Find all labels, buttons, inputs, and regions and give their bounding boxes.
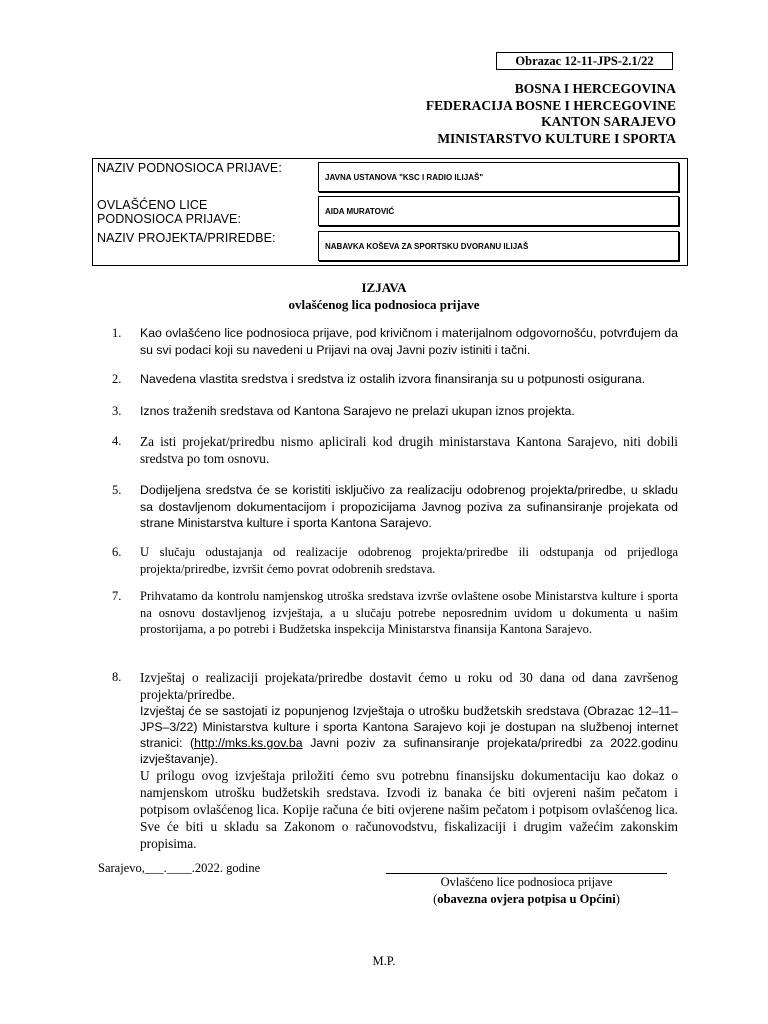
authorized-person-label [97,198,241,226]
statement-item-3 [112,403,678,420]
signature-note-open: ( [433,892,438,906]
applicant-name-field[interactable]: JAVNA USTANOVA "KSC I RADIO ILIJAŠ" [318,162,679,192]
item-number: 4. [112,434,122,448]
form-code-box: Obrazac 12-11-JPS-2.1/22 [496,52,673,70]
statement-title [0,279,768,313]
item-text: U slučaju odustajanja od realizacije odobrenog projekta/priredbe ili odstupanja od prijedloga projekta/priredbe, izvršit ćemo povrat odobrenih sredstava. [140,545,678,576]
signature-note [386,891,667,908]
signature-note-text: obavezna ovjera potpisa u Općini [437,892,616,906]
item-text: Prihvatamo da kontrolu namjenskog utroška sredstava izvrše ovlaštene osobe Ministarstva kulture i sporta na osnovu dostavljenog izvještaja, a u slučaju potrebe neposrednim uvidom u dokumenta u našim prostorijama, a po potrebi i Budžetska inspekcija Ministarstva finansija Kantona Sarajevo. [140,589,678,636]
applicant-info-table [92,158,688,266]
item-text: Kao ovlašćeno lice podnosioca prijave, pod krivičnom i materijalnom odgovornošću, potvrđujem da su svi podaci koji su navedeni u Prijavi na ovaj Javni poziv istiniti i tačni. [140,326,678,357]
item-text: Za isti projekat/priredbu nismo aplicirali kod drugih ministarstava Kantona Sarajevo, niti dobili sredstva po tom osnovu. [140,434,678,466]
signature-label: Ovlašćeno lice podnosioca prijave [440,875,613,889]
project-name-row [93,231,687,267]
item-8-report-deadline: Izvještaj o realizaciji projekata/priredbe dostavit ćemo u roku od 30 dana od dana završenog projekta/priredbe. [140,670,678,702]
statement-item-5 [112,482,678,532]
header-canton: KANTON SARAJEVO [541,114,676,129]
authorized-person-row [93,197,687,231]
applicant-name-row [93,159,687,197]
stamp-placeholder: M.P. [372,954,396,968]
item-number: 6. [112,545,122,559]
statement-item-7 [112,588,678,638]
item-8-report-content-text: Izvještaj će se sastojati iz popunjenog Izvještaja o utrošku budžetskih sredstava (Obrazac 12–11–JPS–3/22) Ministarstva kulture i sporta Kantona Sarajevo koji je dostupan na službenoj internet stranici: ( [140,704,678,750]
statement-item-2 [112,371,678,388]
item-8-attachments: U prilogu ovog izvještaja priložiti ćemo svu potrebnu finansijsku dokumentaciju kao dokaz o namjenskom utrošku budžetskih sredstava. Izvodi iz banaka će biti ovjereni našim pečatom i potpisom ovlašćenog lica. Kopije računa će biti ovjerene našim pečatom i potpisom ovlašćenog lica. Sve će biti u skladu sa Zakonom o računovodstvu, fiskalizaciji i drugim važećim zakonskim propisima. [140,768,678,851]
statement-item-6 [112,544,678,577]
place-date: Sarajevo,___.____.2022. godine [98,861,261,875]
statement-item-1 [112,325,678,358]
item-text [140,669,678,852]
authorized-person-label-line2: PODNOSIOCA PRIJAVE: [97,212,242,226]
item-number: 3. [112,404,122,418]
item-text: Dodijeljena sredstva će se koristiti isključivo za realizaciju odobrenog projekta/priredbe, u skladu sa dostavljenom dokumentacijom i propozicijama Javnog poziva za sufinansiranje projekata od strane Ministarstva kulture i sporta Kantona Sarajevo. [140,483,678,530]
item-number: 1. [112,326,122,340]
project-name-label: NAZIV PROJEKTA/PRIREDBE: [97,231,276,245]
project-name-field[interactable]: NABAVKA KOŠEVA ZA SPORTSKU DVORANU ILIJAŠ [318,231,679,261]
item-text: Navedena vlastita sredstva i sredstva iz ostalih izvora finansiranja su u potpunosti osigurana. [140,372,646,386]
header-country: BOSNA I HERCEGOVINA [514,81,676,96]
item-8-report-content [140,703,678,767]
header-federation: FEDERACIJA BOSNE I HERCEGOVINE [425,97,676,113]
ministry-website-link[interactable]: http://mks.ks.gov.ba [194,736,303,750]
document-header [426,81,676,147]
header-ministry: MINISTARSTVO KULTURE I SPORTA [437,130,676,146]
signature-note-close: ) [615,892,620,906]
item-number: 7. [112,589,122,603]
item-number: 2. [112,372,122,386]
item-8-report-content-tail: Javni poziv za sufinansiranje projekata/priredbi za 2022.godinu izvještavanje). [140,736,678,766]
item-number: 8. [112,670,122,684]
item-text: Iznos traženih sredstava od Kantona Sarajevo ne prelazi ukupan iznos projekta. [140,404,575,418]
statement-item-8 [112,669,678,852]
authorized-person-label-line1: OVLAŠĆENO LICE [97,198,208,212]
statement-title-sub: ovlašćenog lica podnosioca prijave [288,297,480,312]
item-number: 5. [112,483,122,497]
authorized-person-field[interactable]: AIDA MURATOVIĆ [318,196,679,226]
statement-title-main: IZJAVA [361,280,407,295]
statement-item-4 [112,433,678,467]
applicant-name-label: NAZIV PODNOSIOCA PRIJAVE: [97,161,282,175]
